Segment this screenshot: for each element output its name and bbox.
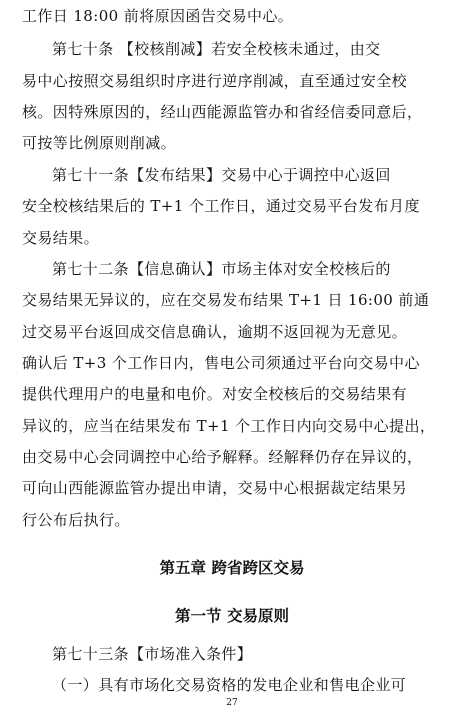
chapter-heading: 第五章 跨省跨区交易 xyxy=(159,559,305,577)
section-heading: 第一节 交易原则 xyxy=(175,607,289,625)
paragraph-line: 行公布后执行。 xyxy=(22,511,130,529)
paragraph-line: 可向山西能源监管办提出申请，交易中心根据裁定结果另 xyxy=(22,479,408,497)
paragraph-line: 异议的，应当在结果发布 T+1 个工作日内向交易中心提出， xyxy=(22,417,436,435)
paragraph-line: 安全校核结果后的 T+1 个工作日，通过交易平台发布月度 xyxy=(22,197,420,215)
page-number: 27 xyxy=(226,698,238,708)
article-73-line: 第七十三条【市场准入条件】 xyxy=(52,645,253,663)
article-71-line: 第七十一条【发布结果】交易中心于调控中心返回 xyxy=(52,166,391,184)
paragraph-line: 核。因特殊原因的，经山西能源监管办和省经信委同意后， xyxy=(22,103,423,121)
article-70-line: 第七十条 【校核削减】若安全校核未通过，由交 xyxy=(52,40,381,58)
paragraph-line: 交易结果无异议的，应在交易发布结果 T+1 日 16:00 前通 xyxy=(22,291,430,309)
paragraph-line: （一）具有市场化交易资格的发电企业和售电企业可 xyxy=(52,676,407,694)
paragraph-line: 可按等比例原则削减。 xyxy=(22,134,177,152)
article-72-line: 第七十二条【信息确认】市场主体对安全校核后的 xyxy=(52,260,391,278)
paragraph-line: 工作日 18:00 前将原因函告交易中心。 xyxy=(22,7,294,25)
paragraph-line: 由交易中心会同调控中心给予解释。经解释仍存在异议的， xyxy=(22,448,423,466)
paragraph-line: 确认后 T+3 个工作日内，售电公司须通过平台向交易中心 xyxy=(22,354,420,372)
paragraph-line: 易中心按照交易组织时序进行逆序削减，直至通过安全校 xyxy=(22,72,408,90)
paragraph-line: 过交易平台返回成交信息确认，逾期不返回视为无意见。 xyxy=(22,323,408,341)
paragraph-line: 提供代理用户的电量和电价。对安全校核后的交易结果有 xyxy=(22,385,408,403)
paragraph-line: 交易结果。 xyxy=(22,229,100,247)
